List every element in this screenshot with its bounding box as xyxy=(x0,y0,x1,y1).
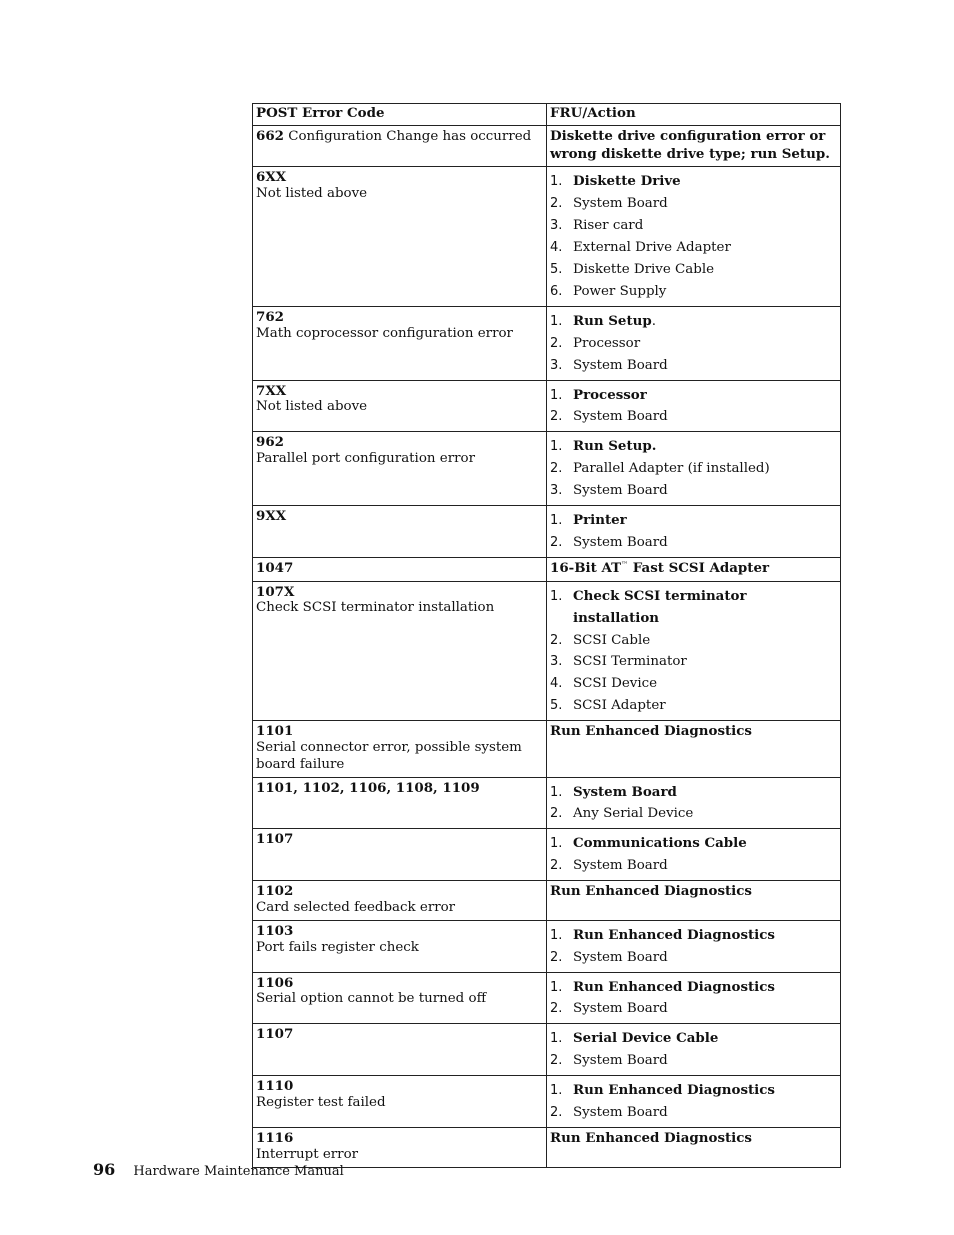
fru-list xyxy=(550,171,837,302)
fru-list-item xyxy=(550,803,837,825)
table-row xyxy=(253,972,841,1024)
fru-list-item xyxy=(550,510,837,532)
fru-label: Diskette Drive xyxy=(573,173,681,190)
error-description: Card selected feedback error xyxy=(256,899,456,915)
list-number: 2. xyxy=(550,1001,563,1017)
fru-list-item xyxy=(550,385,837,407)
fru-list xyxy=(550,1028,837,1072)
fru-list-item xyxy=(550,1028,837,1050)
fru-list-item xyxy=(550,311,837,333)
fru-label-suffix: . xyxy=(651,313,657,329)
list-number: 1. xyxy=(550,513,563,529)
fru-list xyxy=(550,833,837,877)
error-code: 662 xyxy=(256,127,284,144)
list-number: 4. xyxy=(550,676,563,692)
table-row xyxy=(253,306,841,380)
error-code-cell xyxy=(253,1024,547,1076)
list-number: 2. xyxy=(550,806,563,822)
error-code-cell xyxy=(253,581,547,720)
fru-label: Run Enhanced Diagnostics xyxy=(573,926,775,943)
fru-list-item xyxy=(550,651,837,673)
list-number: 3. xyxy=(550,218,563,234)
fru-list xyxy=(550,385,837,429)
fru-list xyxy=(550,977,837,1021)
error-code: 1101, 1102, 1106, 1108, 1109 xyxy=(256,779,480,796)
list-number: 4. xyxy=(550,240,563,256)
error-description: Serial option cannot be turned off xyxy=(256,991,487,1007)
list-number: 6. xyxy=(550,283,563,299)
fru-list-item xyxy=(550,855,837,877)
fru-list xyxy=(550,1080,837,1124)
fru-action-cell xyxy=(547,721,841,777)
table-row xyxy=(253,1076,841,1128)
fru-label: SCSI Adapter xyxy=(573,698,666,714)
fru-list xyxy=(550,925,837,969)
list-number: 3. xyxy=(550,654,563,670)
error-code: 6XX xyxy=(256,169,287,186)
fru-list-item xyxy=(550,947,837,969)
fru-label: System Board xyxy=(573,534,668,550)
fru-action-cell xyxy=(547,1024,841,1076)
error-code: 1102 xyxy=(256,883,294,900)
table-row xyxy=(253,380,841,432)
error-code: 7XX xyxy=(256,382,287,399)
table-row xyxy=(253,167,841,306)
fru-label: Run Enhanced Diagnostics xyxy=(573,1082,775,1099)
list-number: 5. xyxy=(550,698,563,714)
error-code-cell xyxy=(253,125,547,167)
list-number: 1. xyxy=(550,588,563,604)
fru-list-item xyxy=(550,193,837,215)
table-body xyxy=(253,125,841,1167)
table-row xyxy=(253,581,841,720)
list-number: 2. xyxy=(550,196,563,212)
fru-label: Run Enhanced Diagnostics xyxy=(573,978,775,995)
error-code-cell xyxy=(253,829,547,881)
table-row xyxy=(253,721,841,777)
fru-list-item xyxy=(550,215,837,237)
fru-list-item xyxy=(550,458,837,480)
fru-action-cell xyxy=(547,432,841,506)
column-header-fru-action: FRU/Action xyxy=(547,104,841,126)
fru-label: System Board xyxy=(573,483,668,499)
list-number: 1. xyxy=(550,313,563,329)
error-code-cell xyxy=(253,306,547,380)
fru-label: SCSI Terminator xyxy=(573,654,687,670)
list-number: 2. xyxy=(550,461,563,477)
fru-list-item xyxy=(550,237,837,259)
table-row xyxy=(253,920,841,972)
list-number: 1. xyxy=(550,784,563,800)
fru-action-cell xyxy=(547,125,841,167)
table-row xyxy=(253,557,841,581)
list-number: 1. xyxy=(550,927,563,943)
error-description: Parallel port configuration error xyxy=(256,451,475,467)
list-number: 1. xyxy=(550,1083,563,1099)
error-code: 1107 xyxy=(256,831,294,848)
error-description: Configuration Change has occurred xyxy=(288,128,532,144)
list-number: 1. xyxy=(550,1031,563,1047)
manual-title: Hardware Maintenance Manual xyxy=(133,1164,344,1179)
fru-action-cell xyxy=(547,1076,841,1128)
fru-label: Processor xyxy=(573,386,647,403)
action-text: 16-Bit AT xyxy=(550,559,622,576)
error-code-cell xyxy=(253,881,547,921)
fru-action-cell xyxy=(547,581,841,720)
error-code: 762 xyxy=(256,308,284,325)
fru-list-item xyxy=(550,977,837,999)
fru-action-cell xyxy=(547,506,841,558)
fru-label: External Drive Adapter xyxy=(573,240,731,256)
fru-list-item xyxy=(550,281,837,303)
fru-action-cell xyxy=(547,167,841,306)
list-number: 5. xyxy=(550,262,563,278)
error-description: Serial connector error, possible system board failure xyxy=(256,739,522,772)
list-number: 2. xyxy=(550,1053,563,1069)
error-code-cell xyxy=(253,920,547,972)
fru-list-item xyxy=(550,998,837,1020)
page-footer xyxy=(93,1160,344,1179)
list-number: 2. xyxy=(550,335,563,351)
action-text-continued: Fast SCSI Adapter xyxy=(628,559,770,576)
fru-label: Parallel Adapter (if installed) xyxy=(573,461,770,477)
list-number: 2. xyxy=(550,534,563,550)
fru-list-item xyxy=(550,1102,837,1124)
error-code-cell xyxy=(253,721,547,777)
error-description: Port fails register check xyxy=(256,939,419,955)
error-code: 1047 xyxy=(256,559,294,576)
fru-list xyxy=(550,782,837,826)
list-number: 1. xyxy=(550,387,563,403)
error-description: Not listed above xyxy=(256,186,368,202)
error-description: Not listed above xyxy=(256,399,368,415)
fru-action-cell xyxy=(547,881,841,921)
list-number: 2. xyxy=(550,858,563,874)
list-number: 3. xyxy=(550,483,563,499)
fru-list-item xyxy=(550,480,837,502)
page-number: 96 xyxy=(93,1160,116,1179)
fru-label: Communications Cable xyxy=(573,835,747,852)
fru-list-item xyxy=(550,406,837,428)
fru-action-cell xyxy=(547,306,841,380)
fru-action-cell xyxy=(547,777,841,829)
fru-label: System Board xyxy=(573,196,668,212)
fru-label: System Board xyxy=(573,1053,668,1069)
error-code: 9XX xyxy=(256,508,287,525)
fru-list-item xyxy=(550,782,837,804)
fru-list-item xyxy=(550,586,837,630)
action-text: Run Enhanced Diagnostics xyxy=(550,1129,752,1146)
fru-label: System Board xyxy=(573,858,668,874)
error-description: Check SCSI terminator installation xyxy=(256,600,495,616)
fru-list xyxy=(550,586,837,717)
error-code-cell xyxy=(253,972,547,1024)
fru-list xyxy=(550,311,837,377)
list-number: 1. xyxy=(550,439,563,455)
fru-label: Run Setup. xyxy=(573,438,657,455)
table-row xyxy=(253,777,841,829)
error-code: 1106 xyxy=(256,974,294,991)
trademark-symbol: ™ xyxy=(621,560,629,569)
fru-list-item xyxy=(550,925,837,947)
table-row xyxy=(253,432,841,506)
fru-label: System Board xyxy=(573,783,677,800)
table-row xyxy=(253,506,841,558)
fru-label: Riser card xyxy=(573,218,644,234)
error-code-cell xyxy=(253,167,547,306)
action-text: Run Enhanced Diagnostics xyxy=(550,883,752,900)
fru-list-item xyxy=(550,673,837,695)
error-description: Interrupt error xyxy=(256,1146,359,1162)
error-code: 962 xyxy=(256,434,284,451)
fru-action-cell xyxy=(547,829,841,881)
list-number: 2. xyxy=(550,949,563,965)
error-code-cell xyxy=(253,1076,547,1128)
list-number: 2. xyxy=(550,632,563,648)
fru-list xyxy=(550,510,837,554)
fru-action-cell xyxy=(547,1127,841,1167)
error-code: 1116 xyxy=(256,1129,294,1146)
fru-label: Run Setup xyxy=(573,312,652,329)
table-row xyxy=(253,881,841,921)
error-code: 1107 xyxy=(256,1026,294,1043)
list-number: 2. xyxy=(550,409,563,425)
fru-list-item xyxy=(550,630,837,652)
fru-list-item xyxy=(550,436,837,458)
fru-label: System Board xyxy=(573,1001,668,1017)
fru-list xyxy=(550,436,837,502)
column-header-error-code: POST Error Code xyxy=(253,104,547,126)
fru-label: SCSI Device xyxy=(573,676,658,692)
list-number: 2. xyxy=(550,1105,563,1121)
error-code-cell xyxy=(253,380,547,432)
list-number: 1. xyxy=(550,836,563,852)
fru-label: Serial Device Cable xyxy=(573,1030,719,1047)
action-text: Diskette drive configuration error or wrong diskette drive type; run Setup. xyxy=(550,127,830,162)
fru-label: Printer xyxy=(573,512,627,529)
table-row xyxy=(253,829,841,881)
fru-action-cell xyxy=(547,920,841,972)
error-code-cell xyxy=(253,506,547,558)
table-row xyxy=(253,125,841,167)
fru-label: Diskette Drive Cable xyxy=(573,262,715,278)
error-code: 107X xyxy=(256,583,295,600)
fru-list-item xyxy=(550,259,837,281)
error-code: 1101 xyxy=(256,723,294,740)
fru-action-cell xyxy=(547,380,841,432)
table-header-row xyxy=(253,104,841,126)
error-code-cell xyxy=(253,777,547,829)
fru-label: System Board xyxy=(573,357,668,373)
table-row xyxy=(253,1024,841,1076)
fru-list-item xyxy=(550,1080,837,1102)
fru-label: Any Serial Device xyxy=(573,806,694,822)
list-number: 1. xyxy=(550,979,563,995)
fru-label: Check SCSI terminator installation xyxy=(573,587,747,626)
fru-action-cell xyxy=(547,972,841,1024)
error-code: 1110 xyxy=(256,1078,294,1095)
fru-label: System Board xyxy=(573,949,668,965)
fru-label: SCSI Cable xyxy=(573,632,651,648)
fru-list-item xyxy=(550,532,837,554)
fru-list-item xyxy=(550,1050,837,1072)
fru-list-item xyxy=(550,355,837,377)
error-description: Math coprocessor configuration error xyxy=(256,325,513,341)
post-error-table xyxy=(252,103,841,1168)
fru-list-item xyxy=(550,171,837,193)
error-description: Register test failed xyxy=(256,1094,386,1110)
fru-label: Processor xyxy=(573,335,641,351)
error-code-cell xyxy=(253,557,547,581)
fru-list-item xyxy=(550,833,837,855)
error-code: 1103 xyxy=(256,922,294,939)
list-number: 1. xyxy=(550,174,563,190)
list-number: 3. xyxy=(550,357,563,373)
fru-label: Power Supply xyxy=(573,283,667,299)
fru-action-cell xyxy=(547,557,841,581)
fru-label: System Board xyxy=(573,409,668,425)
action-text: Run Enhanced Diagnostics xyxy=(550,723,752,740)
error-code-cell xyxy=(253,432,547,506)
fru-list-item xyxy=(550,695,837,717)
fru-label: System Board xyxy=(573,1105,668,1121)
fru-list-item xyxy=(550,333,837,355)
